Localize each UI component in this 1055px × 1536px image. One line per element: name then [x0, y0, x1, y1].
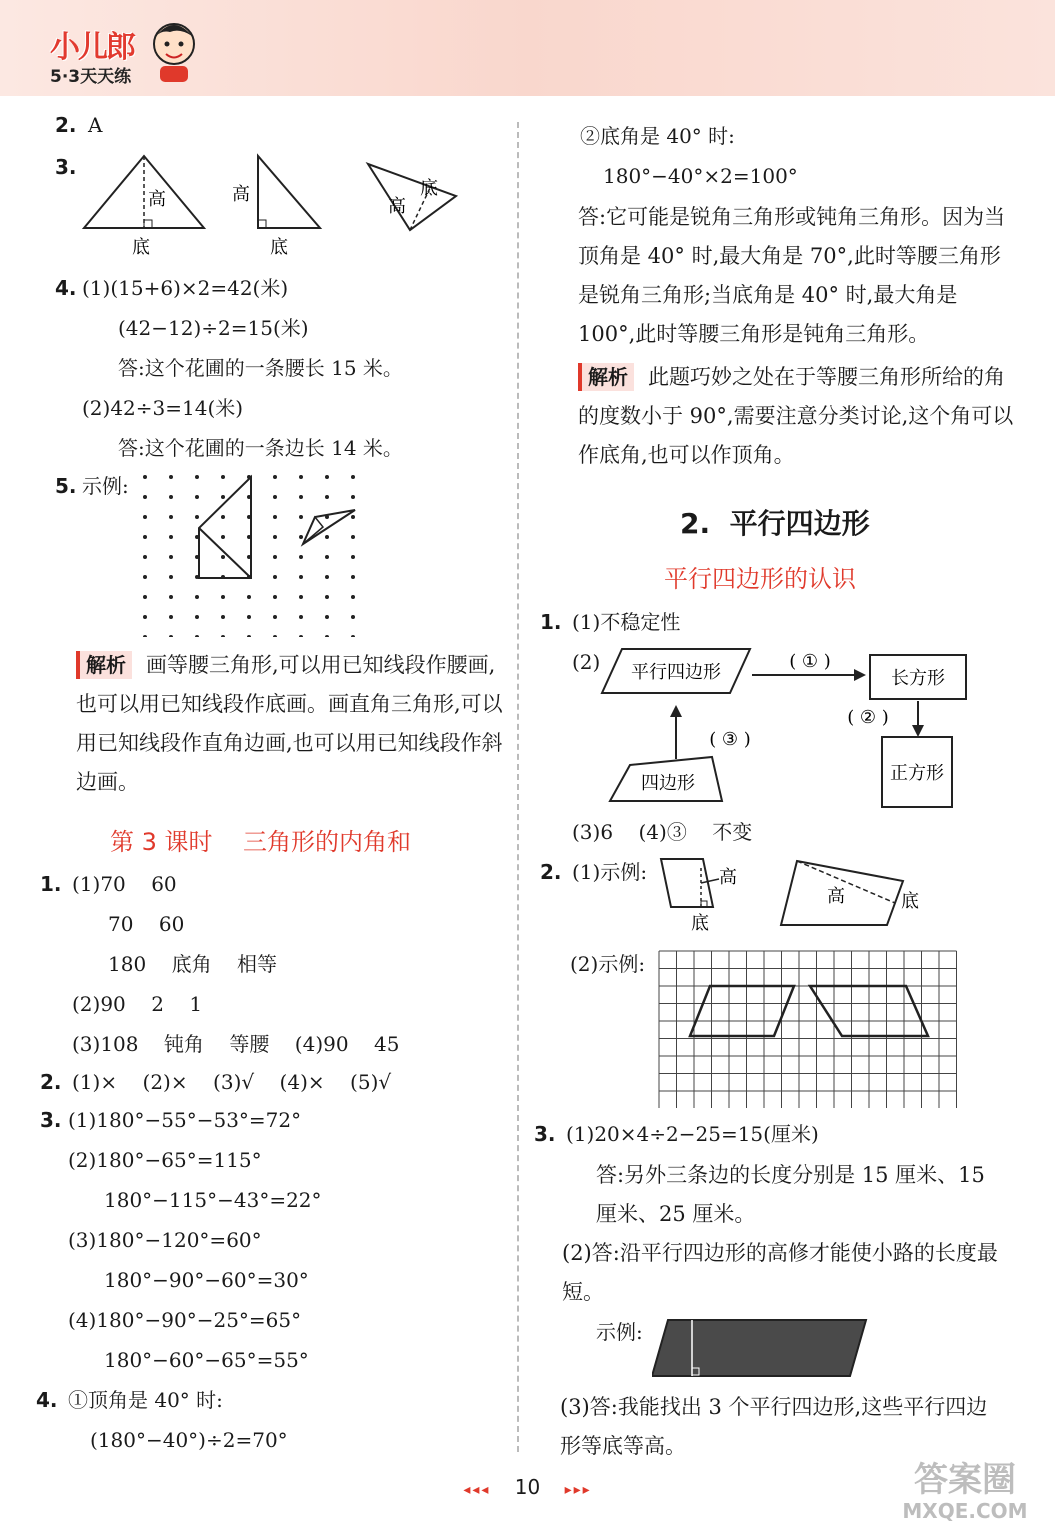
q5-shape-large — [199, 477, 251, 578]
small-parallelogram — [661, 859, 713, 907]
grid-dot — [169, 495, 173, 499]
mark-3: ( ③ ) — [709, 729, 751, 750]
grid-dot — [273, 515, 277, 519]
page-number: 10 — [514, 1475, 541, 1499]
grid-dot — [221, 555, 225, 559]
right-triangle — [258, 156, 320, 228]
s3-line: 180°−60°−65°=55° — [104, 1348, 309, 1372]
s1-number: 1. — [40, 872, 62, 896]
grid-dot — [325, 535, 329, 539]
q3-label-gao-1: 高 — [148, 189, 166, 210]
p1-line1: (1)不稳定性 — [572, 610, 681, 634]
p1-label2: (2) — [572, 650, 601, 674]
q5-number: 5. — [55, 474, 77, 498]
q5-diagonal — [199, 528, 251, 578]
obtuse-triangle — [368, 164, 456, 230]
q3-label-gao-2: 高 — [232, 184, 250, 205]
p2-label-gao-2: 高 — [827, 886, 845, 907]
mark-1: ( ① ) — [789, 651, 831, 672]
box-quadrilateral-label: 四边形 — [641, 773, 695, 794]
grid-dot — [351, 635, 355, 637]
analysis-2-text: 此题巧妙之处在于等腰三角形所给的角的度数小于 90°,需要注意分类讨论,这个角可以作底角,也可以作顶角。 — [578, 365, 1014, 467]
q4-line: (1)(15+6)×2=42(米) — [82, 276, 289, 300]
grid-dot — [351, 475, 355, 479]
grid-dot — [325, 575, 329, 579]
p3-path-figure — [652, 1316, 872, 1382]
q3-label-di-2: 底 — [270, 237, 288, 258]
column-divider — [517, 122, 519, 1452]
q5-shape-small-inner — [303, 517, 323, 544]
s3-line: (3)180°−120°=60° — [68, 1228, 262, 1252]
grid-dot — [169, 635, 173, 637]
grid-dot — [143, 495, 147, 499]
p2-label-di-1: 底 — [691, 913, 709, 934]
q4-line: (2)42÷3=14(米) — [82, 396, 244, 420]
dot-grid — [143, 475, 355, 637]
grid-dot — [299, 595, 303, 599]
p2-label-di-2: 底 — [901, 891, 919, 912]
q3-triangles-figure — [80, 150, 470, 260]
grid-dot — [273, 535, 277, 539]
arrows-right-icon: ▸▸▸ — [564, 1482, 592, 1498]
grid-dot — [195, 475, 199, 479]
grid-dot — [325, 495, 329, 499]
grid-dot — [351, 555, 355, 559]
s3-line: (4)180°−90°−25°=65° — [68, 1308, 302, 1332]
grid-dot — [221, 515, 225, 519]
grid-dot — [299, 535, 303, 539]
grid-dot — [143, 535, 147, 539]
grid-dot — [143, 475, 147, 479]
arrow-up-icon — [670, 705, 682, 717]
q2-answer: A — [88, 113, 103, 137]
grid-dot — [273, 615, 277, 619]
lesson-title: 第 3 课时 三角形的内角和 — [110, 828, 412, 856]
q3-number: 3. — [55, 155, 77, 179]
grid-dot — [143, 515, 147, 519]
grid-dot — [299, 475, 303, 479]
grid-dot — [299, 575, 303, 579]
analysis-1-text: 画等腰三角形,可以用已知线段作腰画,也可以用已知线段作底画。画直角三角形,可以用已知线段作直角边画,也可以用已知线段作斜边画。 — [76, 653, 503, 794]
grid-dot — [273, 555, 277, 559]
box-parallelogram-label: 平行四边形 — [631, 662, 721, 683]
p3-line2: 答:另外三条边的长度分别是 15 厘米、15 厘米、25 厘米。 — [596, 1163, 985, 1226]
grid-dot — [169, 515, 173, 519]
grid-dot — [273, 495, 277, 499]
grid-dot — [169, 475, 173, 479]
q3-label-di-1: 底 — [132, 237, 150, 258]
p1-flow-diagram — [600, 645, 970, 815]
logo-title: 小儿郎 — [50, 30, 134, 65]
grid-dot — [325, 555, 329, 559]
watermark-line1: 答案圈 — [914, 1460, 1016, 1500]
grid-dot — [351, 535, 355, 539]
grid-dot — [299, 615, 303, 619]
grid-dot — [169, 535, 173, 539]
r-answer: 答:它可能是锐角三角形或钝角三角形。因为当顶角是 40° 时,最大角是 70°,此时等腰三角形是锐角三角形;当底角是 40° 时,最大角是 100°,此时等腰三角形是钝角三角形。 — [578, 205, 1006, 346]
s3-line: 180°−115°−43°=22° — [104, 1188, 322, 1212]
mark-2: ( ② ) — [847, 707, 889, 728]
s1-line: (3)108 钝角 等腰 (4)90 45 — [72, 1032, 400, 1056]
p3-line5: (3)答:我能找出 3 个平行四边形,这些平行四边形等底等高。 — [560, 1395, 988, 1458]
grid-dot — [273, 595, 277, 599]
grid-dot — [195, 495, 199, 499]
grid-dot — [351, 575, 355, 579]
q2-number: 2. — [55, 113, 77, 137]
q4-line: (42−12)÷2=15(米) — [118, 316, 309, 340]
analysis-2 — [578, 358, 1014, 475]
mascot-icon — [150, 14, 198, 84]
s3-number: 3. — [40, 1108, 62, 1132]
grid-dot — [143, 615, 147, 619]
grid-dot — [247, 635, 251, 637]
grid-dot — [325, 475, 329, 479]
grid-dot — [351, 595, 355, 599]
arrow-right-icon — [854, 669, 866, 681]
grid-dot — [143, 555, 147, 559]
analysis-1 — [76, 646, 506, 802]
isosceles-triangle — [84, 156, 204, 228]
grid-parallelogram-1 — [690, 986, 794, 1036]
grid-dot — [351, 495, 355, 499]
s4-line: ①顶角是 40° 时: — [68, 1388, 223, 1412]
p2-number: 2. — [540, 860, 562, 884]
r-line: 180°−40°×2=100° — [603, 164, 798, 188]
s3-line: 180°−90°−60°=30° — [104, 1268, 309, 1292]
grid-dot — [169, 575, 173, 579]
p3-number: 3. — [534, 1122, 556, 1146]
p3-line3: (2)答:沿平行四边形的高修才能使小路的长度最短。 — [562, 1241, 998, 1304]
analysis-1-tag: 解析 — [76, 651, 132, 679]
grid-dot — [351, 515, 355, 519]
watermark-line2: MXQE.COM — [902, 1499, 1028, 1523]
grid-dot — [351, 615, 355, 619]
q5-dot-grid-figure — [135, 472, 360, 637]
analysis-2-tag: 解析 — [578, 363, 634, 391]
section-title: 2. 平行四边形 — [680, 507, 870, 540]
p3-example-label: 示例: — [596, 1320, 643, 1344]
grid-dot — [325, 595, 329, 599]
grid-dot — [143, 595, 147, 599]
watermark — [880, 1460, 1050, 1522]
p1-number: 1. — [540, 610, 562, 634]
grid-dot — [143, 575, 147, 579]
s3-line: (2)180°−65°=115° — [68, 1148, 262, 1172]
s3-line: (1)180°−55°−53°=72° — [68, 1108, 302, 1132]
grid-dot — [299, 635, 303, 637]
p1-line3: (3)6 (4)③ 不变 — [572, 820, 753, 844]
p3-line1: (1)20×4÷2−25=15(厘米) — [566, 1122, 819, 1146]
q5-label: 示例: — [82, 474, 129, 498]
grid-dot — [143, 635, 147, 637]
grid-dot — [299, 515, 303, 519]
grid-dot — [195, 515, 199, 519]
grid-dot — [273, 475, 277, 479]
r-line: ②底角是 40° 时: — [580, 124, 735, 148]
grid-dot — [221, 635, 225, 637]
arrows-left-icon: ◂◂◂ — [463, 1482, 491, 1498]
box-square-label: 正方形 — [890, 763, 944, 784]
grid-dot — [325, 635, 329, 637]
grid-dot — [195, 595, 199, 599]
grid-dot — [247, 615, 251, 619]
box-rectangle-label: 长方形 — [891, 668, 945, 689]
p2-parallelograms-figure — [655, 855, 935, 935]
grid-dot — [221, 495, 225, 499]
q4-line: 答:这个花圃的一条腰长 15 米。 — [118, 356, 403, 380]
p2-square-grid-figure — [658, 950, 968, 1108]
grid-dot — [221, 535, 225, 539]
subsection-title: 平行四边形的认识 — [664, 565, 856, 593]
q4-number: 4. — [55, 276, 77, 300]
grid-dot — [169, 615, 173, 619]
q4-line: 答:这个花圃的一条边长 14 米。 — [118, 436, 403, 460]
grid-dot — [247, 595, 251, 599]
s1-line: 70 60 — [108, 912, 185, 936]
q3-label-gao-3: 高 — [388, 196, 406, 217]
square-grid — [659, 951, 957, 1108]
s2-number: 2. — [40, 1070, 62, 1094]
s2-answers: (1)× (2)× (3)√ (4)× (5)√ — [72, 1070, 392, 1094]
s4-line: (180°−40°)÷2=70° — [90, 1428, 288, 1452]
grid-dot — [273, 635, 277, 637]
s4-number: 4. — [36, 1388, 58, 1412]
grid-dot — [195, 635, 199, 637]
p2-label2: (2)示例: — [570, 952, 646, 976]
grid-dot — [299, 495, 303, 499]
logo-subtitle: 5·3天天练 — [50, 67, 132, 87]
grid-dot — [221, 595, 225, 599]
q3-label-di-3: 底 — [420, 178, 438, 199]
p2-label-gao-1: 高 — [719, 867, 737, 888]
grid-dot — [195, 615, 199, 619]
grid-dot — [169, 595, 173, 599]
grid-dot — [299, 555, 303, 559]
grid-dot — [273, 575, 277, 579]
grid-dot — [325, 615, 329, 619]
grid-dot — [221, 615, 225, 619]
s1-line: (2)90 2 1 — [72, 992, 203, 1016]
p2-label1: (1)示例: — [572, 860, 648, 884]
arrow-down-icon — [912, 725, 924, 737]
shaded-parallelogram — [652, 1320, 866, 1376]
s1-line: (1)70 60 — [72, 872, 177, 896]
s1-line: 180 底角 相等 — [108, 952, 278, 976]
logo — [50, 22, 134, 87]
grid-dot — [169, 555, 173, 559]
grid-dot — [221, 475, 225, 479]
